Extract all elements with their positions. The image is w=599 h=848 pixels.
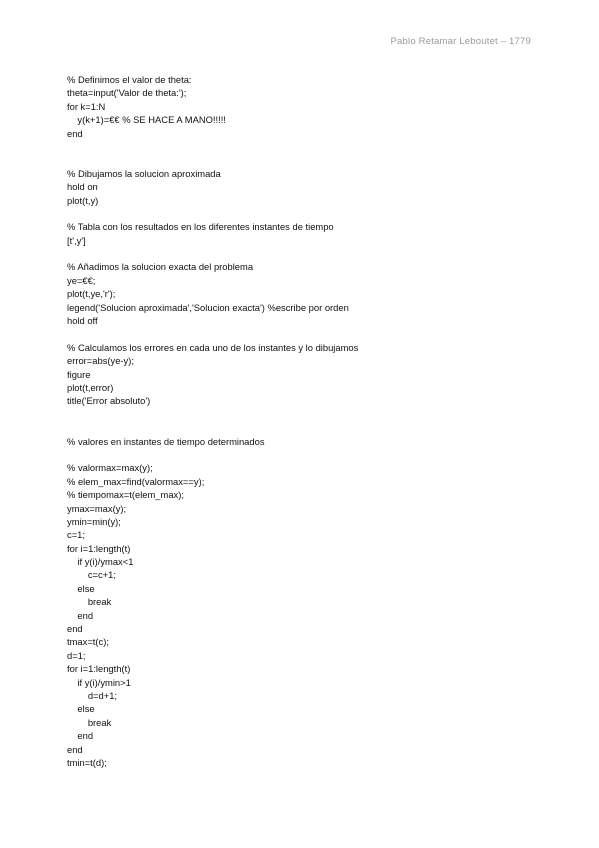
code-line: for i=1:length(t) (67, 542, 131, 554)
code-line: y(k+1)=€€ % SE HACE A MANO!!!!! (67, 114, 226, 126)
blank-line (67, 207, 537, 220)
blank-line (67, 408, 537, 421)
code-line: % Añadimos la solucion exacta del problema (67, 261, 254, 273)
code-line: % elem_max=find(valormax==y); (67, 475, 205, 487)
code-line: % Dibujamos la solucion aproximada (67, 167, 221, 179)
code-line: for k=1:N (67, 100, 106, 112)
code-line: c=c+1; (67, 569, 116, 581)
code-line: end (67, 127, 83, 139)
code-line: end (67, 730, 94, 742)
code-line: end (67, 609, 94, 621)
code-line: plot(t,error) (67, 381, 114, 393)
code-line: if y(i)/ymin>1 (67, 676, 131, 688)
blank-line (67, 140, 537, 153)
blank-line (67, 153, 537, 166)
blank-line (67, 247, 537, 260)
code-line: end (67, 743, 83, 755)
code-line: break (67, 596, 112, 608)
code-line: figure (67, 368, 91, 380)
code-line: % Definimos el valor de theta: (67, 74, 192, 85)
matlab-code-block (67, 73, 537, 769)
page-header-author: Pablo Retamar Leboutet – 1779 (390, 36, 531, 47)
code-line: % valormax=max(y); (67, 462, 153, 474)
code-line: % tiempomax=t(elem_max); (67, 489, 184, 501)
code-line: hold on (67, 181, 98, 193)
code-line: tmin=t(d); (67, 756, 107, 768)
code-line: d=d+1; (67, 689, 118, 701)
code-line: legend('Solucion aproximada','Solucion exacta') %escribe por orden (67, 301, 349, 313)
code-line: ye=€€; (67, 274, 96, 286)
code-line: % valores en instantes de tiempo determinados (67, 435, 265, 447)
code-line: tmax=t(c); (67, 636, 109, 648)
code-line: theta=input('Valor de theta:'); (67, 87, 187, 99)
code-line: plot(t,y) (67, 194, 99, 206)
blank-line (67, 327, 537, 340)
code-line: ymax=max(y); (67, 502, 127, 514)
code-line: else (67, 703, 95, 715)
code-line: % Calculamos los errores en cada uno de los instantes y lo dibujamos (67, 341, 359, 353)
code-line: title('Error absoluto') (67, 395, 151, 407)
code-line: d=1; (67, 649, 86, 661)
code-line: end (67, 623, 83, 635)
blank-line (67, 448, 537, 461)
code-line: break (67, 716, 112, 728)
code-line: error=abs(ye-y); (67, 355, 134, 367)
code-line: ymin=min(y); (67, 515, 121, 527)
code-line: for i=1:length(t) (67, 663, 131, 675)
code-line: [t',y'] (67, 234, 86, 246)
code-line: hold off (67, 315, 98, 327)
code-line: plot(t,ye,'r'); (67, 288, 116, 300)
code-line: if y(i)/ymax<1 (67, 556, 134, 568)
blank-line (67, 421, 537, 434)
code-line: % Tabla con los resultados en los diferentes instantes de tiempo (67, 221, 334, 233)
code-line: c=1; (67, 529, 85, 541)
code-line: else (67, 582, 95, 594)
